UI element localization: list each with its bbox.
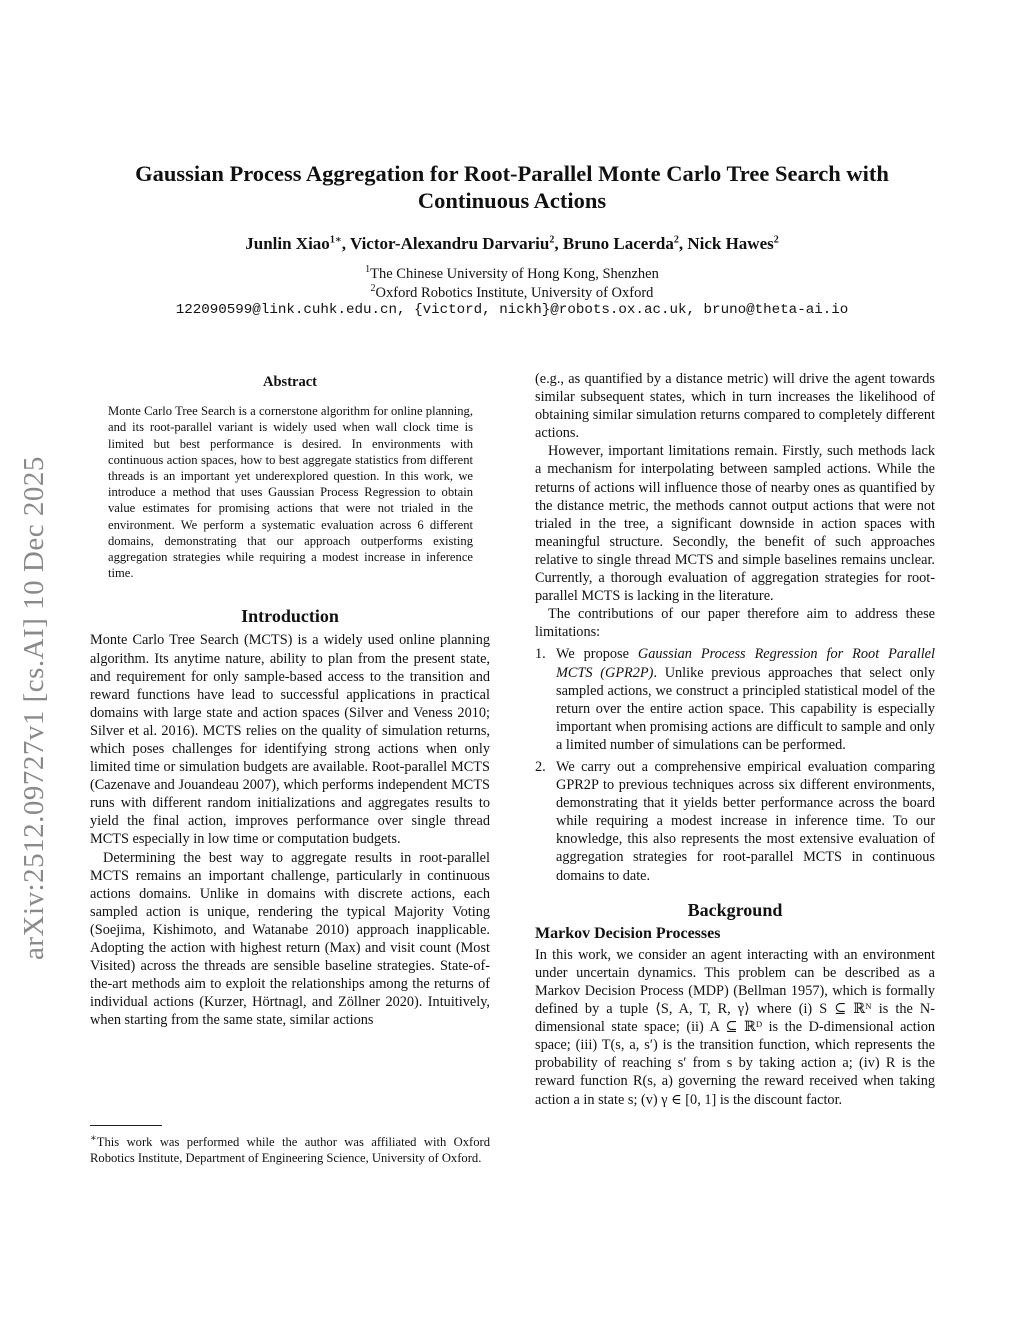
- affiliation-mark: 1: [365, 264, 371, 275]
- introduction-heading: Introduction: [241, 606, 339, 627]
- arxiv-stamp: arXiv:2512.09727v1 [cs.AI] 10 Dec 2025: [18, 456, 50, 960]
- footnote-text: [90, 1131, 490, 1167]
- footnote-rule: [90, 1125, 162, 1126]
- affiliation-mark: 2: [370, 283, 376, 294]
- intro-paragraph: Monte Carlo Tree Search (MCTS) is a widely used online planning algorithm. Its anytime nature, ability to plan from the present state, and requirement for only sample-based access to the transition and reward functions have lead to successful applications in practical domains with large state and action spaces (Silver and Veness 2010; Silver et al. 2016). MCTS relies on the quality of simulation returns, which poses challenges for identifying strong actions when only limited time or simulation budgets are available. Root-parallel MCTS (Cazenave and Jouandeau 2007), which performs independent MCTS runs with different random initializations and aggregates results to yield the final action, improves performance over single thread MCTS especially in low time or computation budgets.: [90, 632, 490, 848]
- intro-paragraph: However, important limitations remain. Firstly, such methods lack a mechanism for interpolating between sampled actions. While the returns of actions will influence those of nearby ones as quantified by the distance metric, the methods cannot output actions that were not trialed in the tree, a significant downside in action spaces with meaningful structure. Secondly, the benefit of such approaches relative to single thread MCTS and simple baselines remains unclear. Currently, a thorough evaluation of aggregation strategies for root-parallel MCTS is lacking in the literature.: [535, 443, 935, 605]
- author-affil-mark: 2: [549, 234, 555, 246]
- list-item: [535, 645, 935, 754]
- affiliation-text: The Chinese University of Hong Kong, Shenzhen: [370, 265, 659, 282]
- background-paragraph: In this work, we consider an agent interacting with an environment under uncertain dynamics. This problem can be described as a Markov Decision Process (MDP) (Bellman 1957), which is formally defined by a tuple ⟨S, A, T, R, γ⟩ where (i) S ⊆ ℝᴺ is the N-dimensional state space; (ii) A ⊆ ℝᴰ is the D-dimensional action space; (iii) T(s, a, s′) is the transition function, which represents the probability of reaching s′ from s by taking action a; (iv) R is the reward function R(s, a) governing the reward received when taking action a in state s; (v) γ ∈ [0, 1] is the discount factor.: [535, 946, 935, 1108]
- footnote-mark: ∗: [90, 1133, 97, 1144]
- mdp-subheading: Markov Decision Processes: [535, 924, 721, 942]
- list-item-text: . Unlike previous approaches that select only sampled actions, we construct a principled statistical model of the return over the entire action space. This capability is especially important when promising actions are difficult to sample and only a limited number of simulations can be performed.: [556, 664, 935, 753]
- author-affil-mark: 2: [773, 234, 779, 246]
- author-emails: 122090599@link.cuhk.edu.cn, {victord, nickh}@robots.ox.ac.uk, bruno@theta-ai.io: [175, 302, 849, 318]
- author-name: Nick Hawes: [687, 234, 774, 253]
- author-name: Junlin Xiao: [245, 234, 330, 253]
- author-name: Bruno Lacerda: [562, 234, 674, 253]
- contributions-list: [535, 645, 935, 884]
- author-name: Victor-Alexandru Darvariu: [349, 234, 550, 253]
- intro-paragraph: Determining the best way to aggregate results in root-parallel MCTS remains an important challenge, particularly in continuous actions domains. Unlike in domains with discrete actions, each sampled action is unique, rendering the typical Majority Voting (Soejima, Kishimoto, and Watanabe 2010) approach inapplicable. Adopting the action with highest return (Max) and visit count (Most Visited) across the threads are sensible baseline strategies. State-of-the-art methods aim to exploit the relationships among the returns of individual actions (Kurzer, Hörtnagl, and Zöllner 2020). Intuitively, when starting from the same state, similar actions: [90, 849, 490, 1029]
- paper-title: Gaussian Process Aggregation for Root-Parallel Monte Carlo Tree Search with Continuous Actions: [135, 161, 889, 213]
- abstract-text: Monte Carlo Tree Search is a cornerstone algorithm for online planning, and its root-parallel variant is widely used when wall clock time is limited but best performance is desired. In environments with continuous action spaces, how to best aggregate statistics from different threads is an important yet underexplored question. In this work, we introduce a method that uses Gaussian Process Regression to obtain value estimates for promising actions that were not trialed in the environment. We perform a systematic evaluation across 6 different domains, demonstrating that our approach outperforms existing aggregation strategies while requiring a modest increase in inference time.: [108, 404, 473, 581]
- footnote-body: This work was performed while the author was affiliated with Oxford Robotics Institute, Department of Engineering Science, University of Oxford.: [90, 1135, 490, 1166]
- list-item: [535, 758, 935, 885]
- list-item-text: We carry out a comprehensive empirical evaluation comparing GPR2P to previous techniques across six different environments, demonstrating that it yields better performance across the board while requiring a modest increase in inference time. To our knowledge, this also represents the most extensive evaluation of aggregation strategies for root-parallel MCTS in continuous domains to date.: [556, 758, 935, 884]
- list-number: 2.: [535, 758, 546, 775]
- list-number: 1.: [535, 646, 546, 663]
- author-affil-mark: 2: [673, 234, 679, 246]
- left-column: [90, 370, 490, 1029]
- intro-paragraph: (e.g., as quantified by a distance metric) will drive the agent towards similar subsequent states, which in turn increases the likelihood of obtaining similar simulation returns compared to completely different actions.: [535, 371, 935, 442]
- abstract-heading: Abstract: [263, 374, 317, 390]
- affiliation: [90, 283, 934, 302]
- affiliation: [90, 264, 934, 283]
- right-column: [535, 370, 935, 1109]
- footnote: [90, 1125, 490, 1167]
- author-list: Junlin Xiao$^{1∗}$, Victor-Alexandru Darvariu$^2$, Bruno Lacerda$^2$, Nick Hawes$^2$: [245, 234, 779, 253]
- intro-paragraph: The contributions of our paper therefore aim to address these limitations:: [535, 606, 935, 641]
- method-name: Gaussian Process Regression for Root Parallel MCTS (GPR2P): [556, 646, 936, 681]
- affiliation-text: Oxford Robotics Institute, University of Oxford: [375, 284, 654, 301]
- list-item-text: We propose: [556, 646, 638, 663]
- author-affil-mark: 1∗: [329, 234, 342, 246]
- background-heading: Background: [687, 899, 783, 920]
